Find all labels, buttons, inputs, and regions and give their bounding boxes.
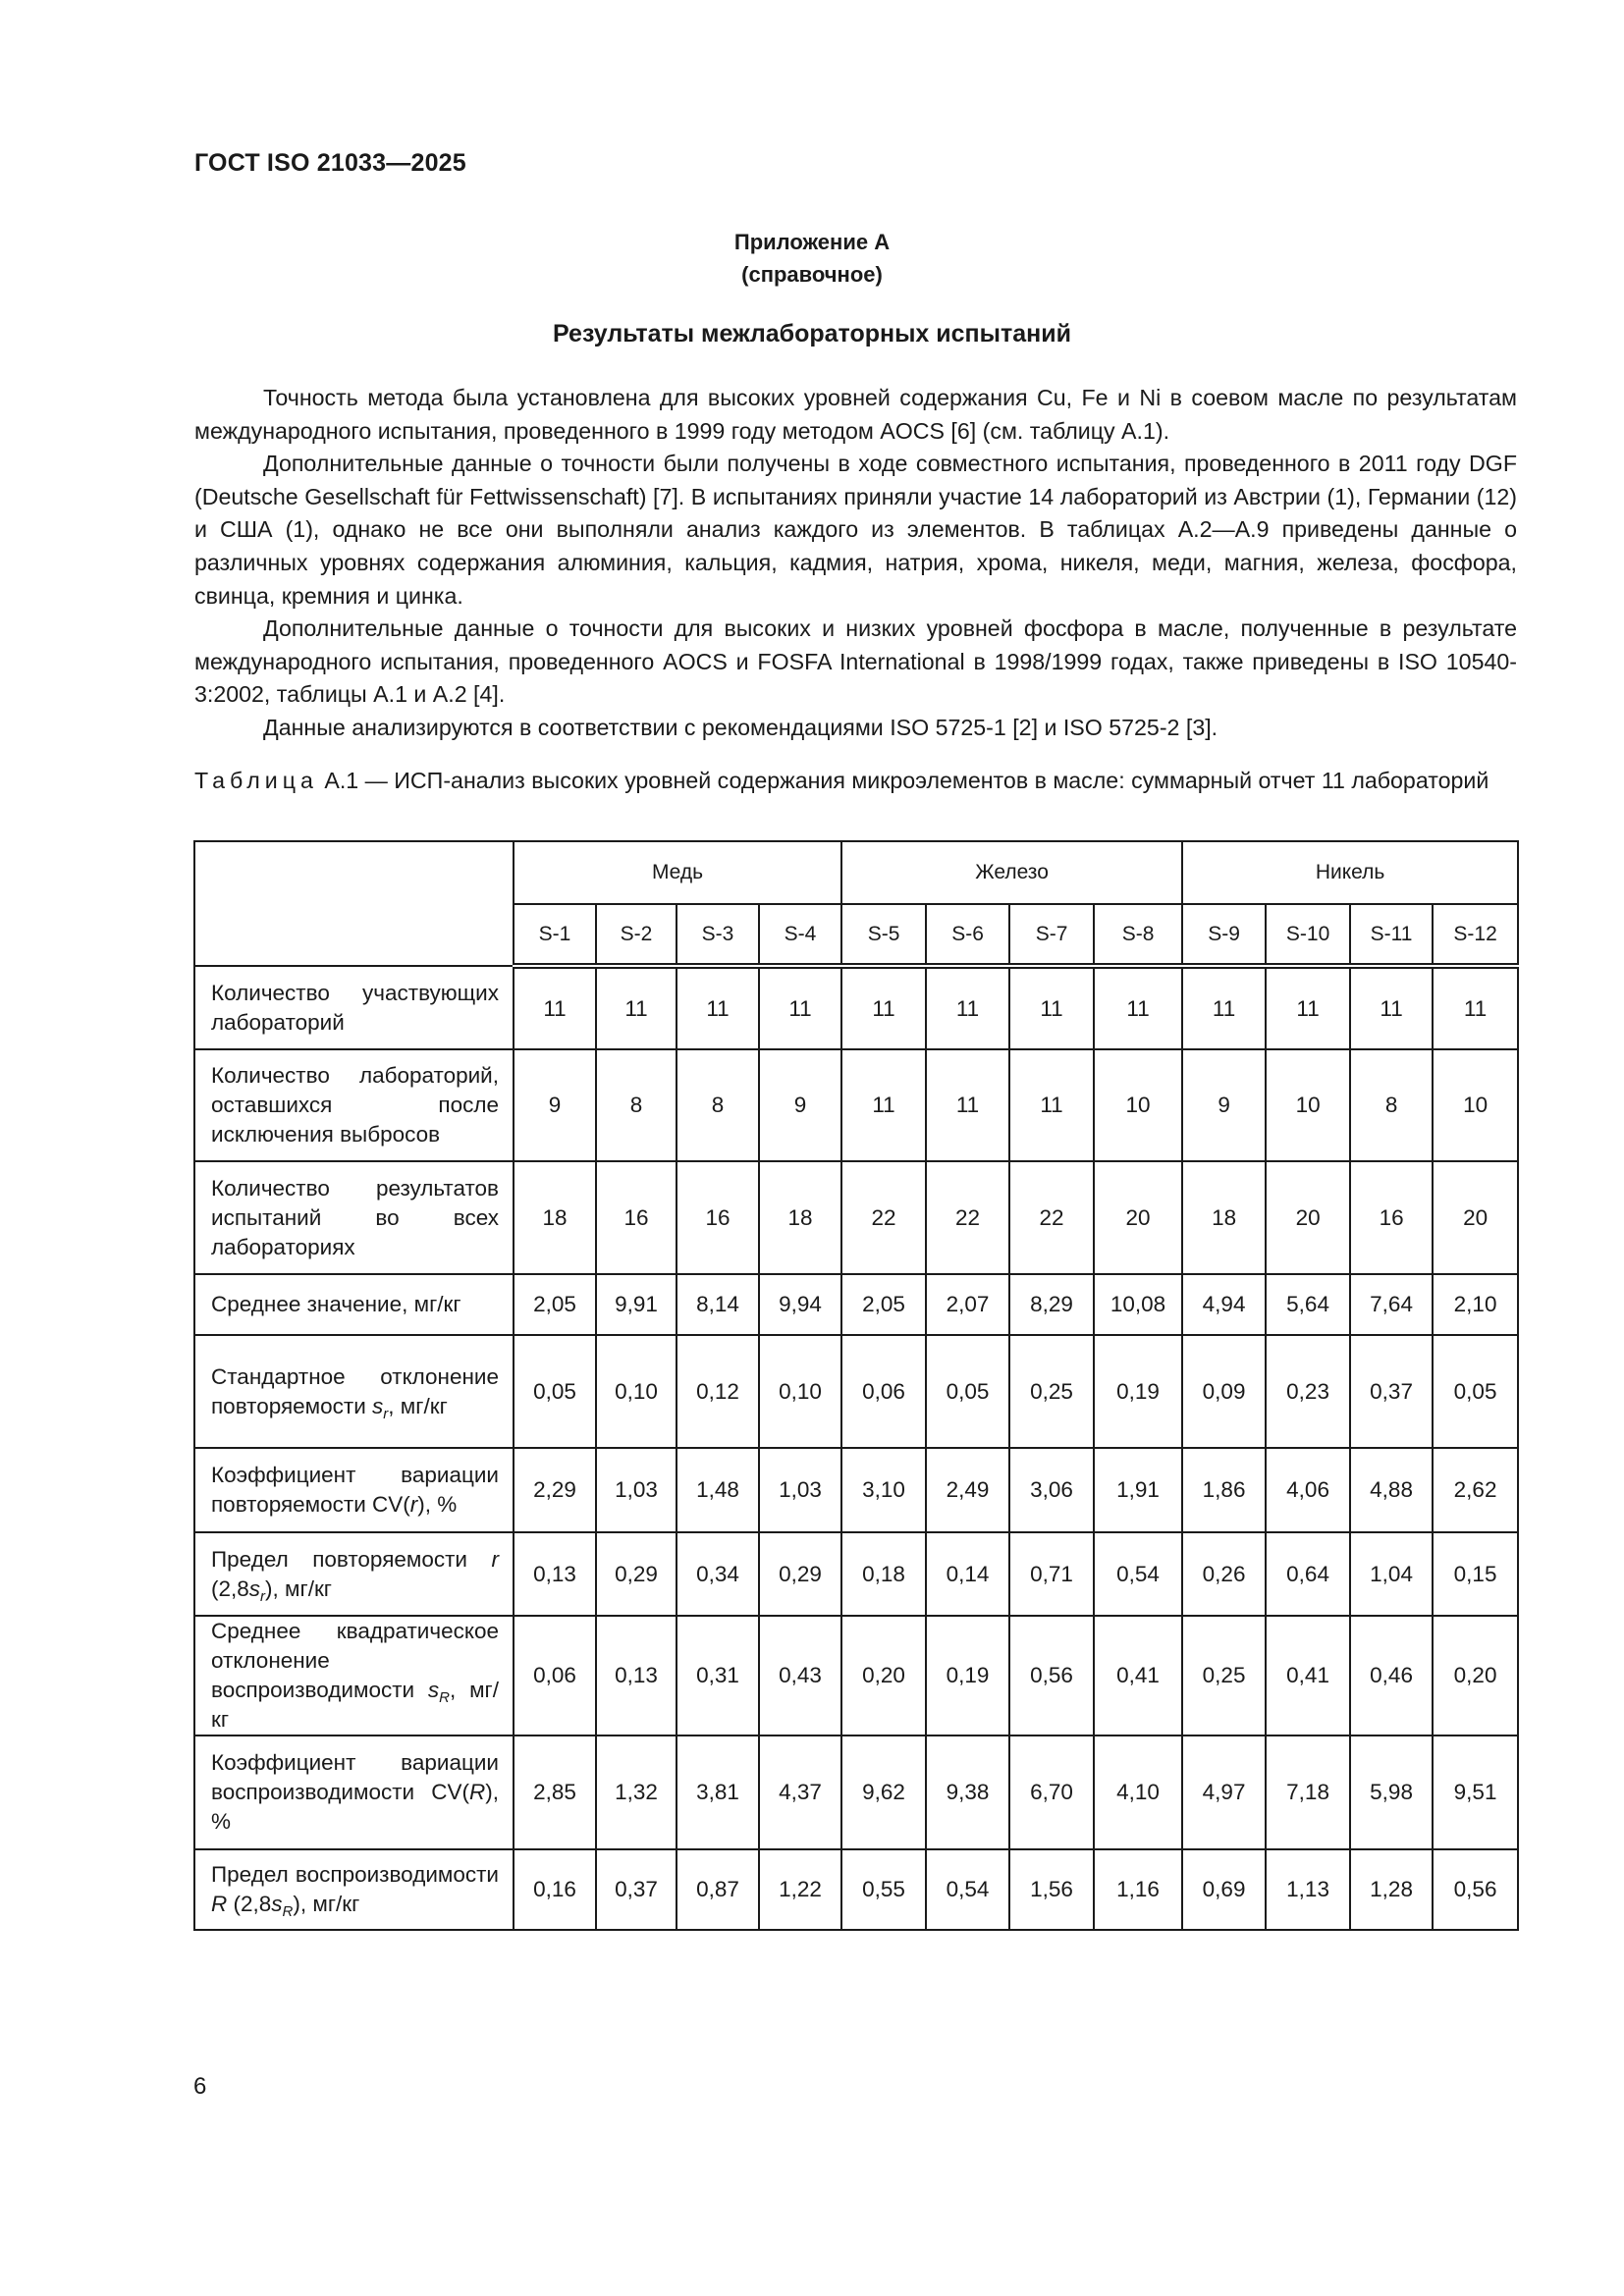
value-cell: 11 [1009, 966, 1094, 1049]
value-cell: 1,86 [1182, 1448, 1266, 1532]
label-subscript: r [383, 1405, 389, 1422]
value-cell: 0,19 [926, 1616, 1009, 1735]
value-cell: 7,64 [1350, 1274, 1433, 1335]
row-label [194, 1532, 514, 1616]
value-cell: 0,09 [1182, 1335, 1266, 1448]
section-title: Результаты межлабораторных испытаний [552, 320, 1071, 347]
body-text [194, 382, 1517, 745]
label-text: ), % [211, 1780, 499, 1834]
value-cell: 0,13 [596, 1616, 677, 1735]
value-cell: 3,06 [1009, 1448, 1094, 1532]
label-text: (2,8 [211, 1575, 249, 1601]
value-cell: 8 [1350, 1049, 1433, 1161]
sample-header: S-11 [1350, 904, 1433, 966]
value-cell: 4,94 [1182, 1274, 1266, 1335]
label-text: , мг/кг [211, 1678, 499, 1732]
table-row [194, 1335, 1518, 1448]
label-text: r [409, 1492, 418, 1517]
value-cell: 9,38 [926, 1735, 1009, 1849]
value-cell: 0,34 [677, 1532, 759, 1616]
value-cell: 0,06 [841, 1335, 926, 1448]
value-cell: 0,19 [1094, 1335, 1182, 1448]
value-cell: 9,51 [1433, 1735, 1518, 1849]
value-cell: 8,14 [677, 1274, 759, 1335]
value-cell: 11 [841, 966, 926, 1049]
value-cell: 3,81 [677, 1735, 759, 1849]
value-cell: 11 [926, 966, 1009, 1049]
label-text: ), % [417, 1492, 458, 1517]
value-cell: 9,94 [759, 1274, 841, 1335]
page-number: 6 [193, 2073, 207, 2100]
sample-header: S-5 [841, 904, 926, 966]
value-cell: 0,54 [1094, 1532, 1182, 1616]
value-cell: 0,05 [514, 1335, 596, 1448]
value-cell: 2,85 [514, 1735, 596, 1849]
value-cell: 11 [514, 966, 596, 1049]
value-cell: 1,04 [1350, 1532, 1433, 1616]
paragraph: Данные анализируются в соответствии с рекомендациями ISO 5725-1 [2] и ISO 5725-2 [3]. [263, 714, 1218, 740]
label-text: s [427, 1678, 440, 1702]
label-subscript: R [282, 1903, 294, 1920]
label-text: Количество лабораторий, оставшихся после исключения выбросов [211, 1063, 499, 1147]
value-cell: 11 [1094, 966, 1182, 1049]
value-cell: 1,03 [759, 1448, 841, 1532]
row-label [194, 1161, 514, 1274]
value-cell: 18 [759, 1161, 841, 1274]
value-cell: 16 [1350, 1161, 1433, 1274]
value-cell: 0,18 [841, 1532, 926, 1616]
label-subscript: R [439, 1689, 450, 1706]
value-cell: 1,22 [759, 1849, 841, 1930]
label-text: Количество участвующих лабораторий [211, 980, 499, 1035]
row-label [194, 1335, 514, 1448]
row-label [194, 966, 514, 1049]
value-cell: 4,06 [1266, 1448, 1350, 1532]
label-text: s [372, 1393, 384, 1418]
row-label [194, 1049, 514, 1161]
label-text: Коэффициент вариации повторяемости CV( [211, 1463, 499, 1517]
value-cell: 11 [1182, 966, 1266, 1049]
value-cell: 0,25 [1009, 1335, 1094, 1448]
value-cell: 0,56 [1009, 1616, 1094, 1735]
value-cell: 0,25 [1182, 1616, 1266, 1735]
value-cell: 1,03 [596, 1448, 677, 1532]
group-header-copper: Медь [514, 841, 841, 904]
value-cell: 1,32 [596, 1735, 677, 1849]
value-cell: 0,43 [759, 1616, 841, 1735]
value-cell: 1,56 [1009, 1849, 1094, 1930]
label-text: ), мг/кг [293, 1892, 360, 1916]
value-cell: 0,13 [514, 1532, 596, 1616]
value-cell: 1,48 [677, 1448, 759, 1532]
value-cell: 0,12 [677, 1335, 759, 1448]
value-cell: 5,98 [1350, 1735, 1433, 1849]
paragraph: Точность метода была установлена для высоких уровней содержания Cu, Fe и Ni в соевом масле по результатам международного испытания, проведенного в 1999 году методом AOCS [6] (см. таблицу А.1). [194, 385, 1517, 444]
sample-header: S-4 [759, 904, 841, 966]
sample-header: S-1 [514, 904, 596, 966]
value-cell: 20 [1094, 1161, 1182, 1274]
value-cell: 9 [1182, 1049, 1266, 1161]
value-cell: 0,23 [1266, 1335, 1350, 1448]
value-cell: 4,88 [1350, 1448, 1433, 1532]
value-cell: 11 [841, 1049, 926, 1161]
value-cell: 8 [596, 1049, 677, 1161]
value-cell: 0,71 [1009, 1532, 1094, 1616]
table-row [194, 1448, 1518, 1532]
table-caption-number: А.1 [324, 768, 359, 793]
label-text: (2,8 [227, 1892, 272, 1916]
document-header: ГОСТ ISO 21033—2025 [194, 149, 466, 177]
value-cell: 1,16 [1094, 1849, 1182, 1930]
value-cell: 0,20 [841, 1616, 926, 1735]
table-row [194, 966, 1518, 1049]
sample-header: S-8 [1094, 904, 1182, 966]
value-cell: 20 [1266, 1161, 1350, 1274]
label-text: s [271, 1892, 283, 1916]
sample-header: S-3 [677, 904, 759, 966]
value-cell: 0,16 [514, 1849, 596, 1930]
sample-header: S-6 [926, 904, 1009, 966]
value-cell: 11 [759, 966, 841, 1049]
value-cell: 8 [677, 1049, 759, 1161]
group-header-row [194, 841, 1518, 904]
value-cell: 0,46 [1350, 1616, 1433, 1735]
value-cell: 2,05 [841, 1274, 926, 1335]
value-cell: 3,10 [841, 1448, 926, 1532]
value-cell: 0,41 [1266, 1616, 1350, 1735]
value-cell: 10,08 [1094, 1274, 1182, 1335]
value-cell: 2,10 [1433, 1274, 1518, 1335]
table-row [194, 1735, 1518, 1849]
value-cell: 0,20 [1433, 1616, 1518, 1735]
label-text: Предел воспроизводимости [211, 1862, 499, 1887]
value-cell: 0,26 [1182, 1532, 1266, 1616]
value-cell: 0,15 [1433, 1532, 1518, 1616]
value-cell: 1,13 [1266, 1849, 1350, 1930]
table-row [194, 1161, 1518, 1274]
table-caption-label: Таблица [194, 768, 318, 793]
label-text: s [248, 1575, 261, 1601]
value-cell: 11 [926, 1049, 1009, 1161]
value-cell: 0,10 [759, 1335, 841, 1448]
results-table [193, 840, 1519, 1931]
value-cell: 0,56 [1433, 1849, 1518, 1930]
value-cell: 0,05 [926, 1335, 1009, 1448]
group-header-nickel: Никель [1182, 841, 1518, 904]
value-cell: 22 [1009, 1161, 1094, 1274]
value-cell: 0,54 [926, 1849, 1009, 1930]
group-header-iron: Железо [841, 841, 1182, 904]
value-cell: 2,07 [926, 1274, 1009, 1335]
annex-heading [0, 226, 1624, 291]
value-cell: 20 [1433, 1161, 1518, 1274]
value-cell: 22 [926, 1161, 1009, 1274]
table-caption [194, 766, 1517, 795]
label-text: Среднее значение, мг/кг [211, 1292, 461, 1316]
sample-header: S-10 [1266, 904, 1350, 966]
value-cell: 9 [514, 1049, 596, 1161]
sample-header: S-12 [1433, 904, 1518, 966]
value-cell: 18 [514, 1161, 596, 1274]
value-cell: 1,28 [1350, 1849, 1433, 1930]
label-text: Среднее квадратическое отклонение воспроизводимости [211, 1619, 499, 1702]
value-cell: 5,64 [1266, 1274, 1350, 1335]
value-cell: 16 [596, 1161, 677, 1274]
corner-cell [194, 841, 514, 966]
row-label [194, 1616, 514, 1735]
annex-subtitle: (справочное) [741, 262, 883, 287]
value-cell: 0,29 [759, 1532, 841, 1616]
label-text: ), мг/кг [265, 1575, 333, 1601]
value-cell: 0,05 [1433, 1335, 1518, 1448]
row-label [194, 1849, 514, 1930]
value-cell: 0,14 [926, 1532, 1009, 1616]
value-cell: 11 [1350, 966, 1433, 1049]
paragraph: Дополнительные данные о точности были получены в ходе совместного испытания, проведенного в 2011 году DGF (Deutsche Gesellschaft für Fettwissenschaft) [7]. В испытаниях приняли участие 14 лабораторий из Австрии (1), Германии (12) и США (1), однако не все они выполняли анализ каждого из элементов. В таблицах А.2—А.9 приведены данные о различных уровнях содержания алюминия, кальция, кадмия, натрия, хрома, никеля, меди, магния, железа, фосфора, свинца, кремния и цинка. [194, 451, 1517, 609]
table-caption-text: — ИСП-анализ высоких уровней содержания микроэлементов в масле: суммарный отчет 11 лабораторий [358, 768, 1489, 793]
value-cell: 11 [1433, 966, 1518, 1049]
paragraph: Дополнительные данные о точности для высоких и низких уровней фосфора в масле, полученные в результате международного испытания, проведенного AOCS и FOSFA International в 1998/1999 годах, также приведены в ISO 10540-3:2002, таблицы А.1 и А.2 [4]. [194, 615, 1517, 708]
value-cell: 0,06 [514, 1616, 596, 1735]
value-cell: 0,87 [677, 1849, 759, 1930]
value-cell: 0,37 [1350, 1335, 1433, 1448]
row-label [194, 1735, 514, 1849]
value-cell: 11 [1266, 966, 1350, 1049]
table-row [194, 1616, 1518, 1735]
value-cell: 18 [1182, 1161, 1266, 1274]
label-text: Коэффициент вариации воспроизводимости CV( [211, 1750, 499, 1804]
value-cell: 4,97 [1182, 1735, 1266, 1849]
value-cell: 2,49 [926, 1448, 1009, 1532]
sample-header: S-9 [1182, 904, 1266, 966]
value-cell: 0,64 [1266, 1532, 1350, 1616]
annex-title: Приложение А [733, 230, 891, 254]
label-text: Количество результатов испытаний во всех лабораториях [211, 1175, 499, 1259]
row-label [194, 1448, 514, 1532]
value-cell: 9,62 [841, 1735, 926, 1849]
value-cell: 4,37 [759, 1735, 841, 1849]
value-cell: 11 [677, 966, 759, 1049]
label-text: Предел повторяемости [211, 1546, 492, 1572]
label-text: Стандартное отклонение повторяемости [211, 1363, 499, 1418]
value-cell: 11 [596, 966, 677, 1049]
label-text: , мг/кг [388, 1393, 448, 1418]
value-cell: 2,29 [514, 1448, 596, 1532]
value-cell: 10 [1433, 1049, 1518, 1161]
value-cell: 16 [677, 1161, 759, 1274]
value-cell: 8,29 [1009, 1274, 1094, 1335]
value-cell: 22 [841, 1161, 926, 1274]
value-cell: 1,91 [1094, 1448, 1182, 1532]
value-cell: 9,91 [596, 1274, 677, 1335]
value-cell: 2,62 [1433, 1448, 1518, 1532]
sample-header: S-2 [596, 904, 677, 966]
value-cell: 11 [1009, 1049, 1094, 1161]
table-row [194, 1274, 1518, 1335]
label-text: R [211, 1892, 228, 1916]
value-cell: 0,41 [1094, 1616, 1182, 1735]
value-cell: 4,10 [1094, 1735, 1182, 1849]
table-row [194, 1532, 1518, 1616]
table-row [194, 1049, 1518, 1161]
value-cell: 0,55 [841, 1849, 926, 1930]
value-cell: 6,70 [1009, 1735, 1094, 1849]
value-cell: 7,18 [1266, 1735, 1350, 1849]
sample-header: S-7 [1009, 904, 1094, 966]
label-subscript: r [260, 1587, 266, 1605]
value-cell: 0,29 [596, 1532, 677, 1616]
value-cell: 0,69 [1182, 1849, 1266, 1930]
value-cell: 0,37 [596, 1849, 677, 1930]
value-cell: 10 [1266, 1049, 1350, 1161]
value-cell: 2,05 [514, 1274, 596, 1335]
row-label [194, 1274, 514, 1335]
table-row [194, 1849, 1518, 1930]
value-cell: 10 [1094, 1049, 1182, 1161]
value-cell: 0,10 [596, 1335, 677, 1448]
label-text: R [469, 1780, 486, 1804]
value-cell: 0,31 [677, 1616, 759, 1735]
label-text: r [491, 1546, 499, 1572]
value-cell: 9 [759, 1049, 841, 1161]
